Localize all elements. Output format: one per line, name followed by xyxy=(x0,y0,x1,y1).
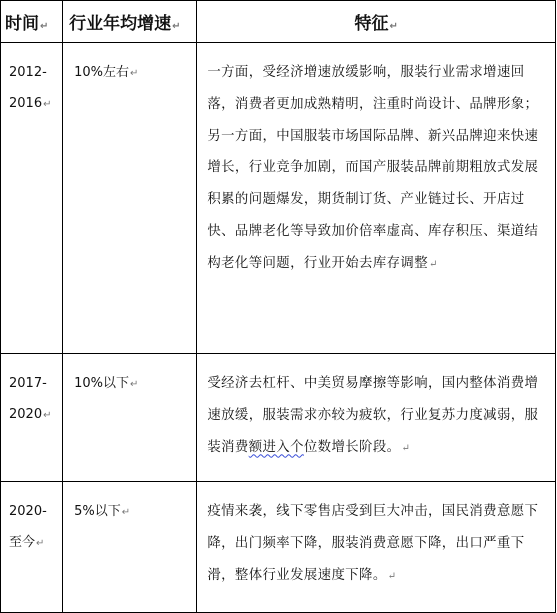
time-cell[interactable] xyxy=(1,354,63,482)
paragraph-mark-icon: ↵ xyxy=(130,379,139,390)
desc-cell[interactable] xyxy=(197,482,556,613)
table-row xyxy=(1,482,556,613)
paragraph-mark-icon: ↵ xyxy=(130,68,139,79)
time-start: 2012- xyxy=(9,65,47,80)
desc-text: 受经济去杠杆、中美贸易摩擦等影响，国内整体消费增速放缓，服装需求亦较为疲软，行业复苏力度减弱，服装消费 xyxy=(207,376,539,455)
desc-text: 一方面，受经济增速放缓影响，服装行业需求增速回落，消费者更加成熟精明，注重时尚设计、品牌形象；另一方面，中国服装市场国际品牌、新兴品牌迎来快速增长，行业竞争加剧，而国产服装品牌前期粗放式发展积累的问题爆发，期货制订货、产业链过长、开店过快、品牌老化等导致加价倍率虚高、库存积压、渠道结构老化等问题，行业开始去库存调整 xyxy=(207,65,539,271)
rate-value: 10%左右 xyxy=(74,65,130,80)
paragraph-mark-icon: ↵ xyxy=(401,442,411,454)
desc-text: 位数增长阶段。 xyxy=(303,439,401,455)
rate-value: 10%以下 xyxy=(74,376,130,391)
desc-cell[interactable] xyxy=(197,43,556,354)
rate-cell[interactable] xyxy=(63,354,197,482)
desc-text: 疫情来袭，线下零售店受到巨大冲击，国民消费意愿下降，出门频率下降，服装消费意愿下降，出口严重下滑，整体行业发展速度下降。 xyxy=(207,504,539,583)
desc-cell[interactable] xyxy=(197,354,556,482)
time-cell[interactable] xyxy=(1,482,63,613)
time-end: 2020 xyxy=(9,407,43,422)
paragraph-mark-icon: ↵ xyxy=(387,570,397,582)
time-start: 2017- xyxy=(9,376,47,391)
time-start: 2020- xyxy=(9,504,47,519)
table-row xyxy=(1,354,556,482)
paragraph-mark-icon: ↵ xyxy=(36,538,45,549)
header-rate-cell[interactable] xyxy=(63,1,197,43)
header-time-cell[interactable] xyxy=(1,1,63,43)
time-cell[interactable] xyxy=(1,43,63,354)
rate-cell[interactable] xyxy=(63,43,197,354)
paragraph-mark-icon: ↵ xyxy=(429,258,438,270)
paragraph-mark-icon: ↵ xyxy=(43,410,52,421)
time-end: 2016 xyxy=(9,96,43,111)
table-row xyxy=(1,43,556,354)
paragraph-mark-icon: ↵ xyxy=(121,507,131,518)
paragraph-mark-icon: ↵ xyxy=(43,99,52,110)
header-desc-label: 特征 xyxy=(354,14,389,34)
rate-cell[interactable] xyxy=(63,482,197,613)
header-desc-cell[interactable] xyxy=(197,1,556,43)
time-end: 至今 xyxy=(9,535,36,550)
spellcheck-marked-text[interactable]: 额进入个 xyxy=(248,439,304,455)
header-rate-label: 行业年均增速 xyxy=(69,14,172,34)
rate-value: 5%以下 xyxy=(74,504,121,519)
table-header-row xyxy=(1,1,556,43)
paragraph-mark-icon: ↵ xyxy=(172,21,181,32)
paragraph-mark-icon: ↵ xyxy=(389,21,398,32)
header-time-label: 时间 xyxy=(5,14,39,34)
paragraph-mark-icon: ↵ xyxy=(40,21,49,32)
